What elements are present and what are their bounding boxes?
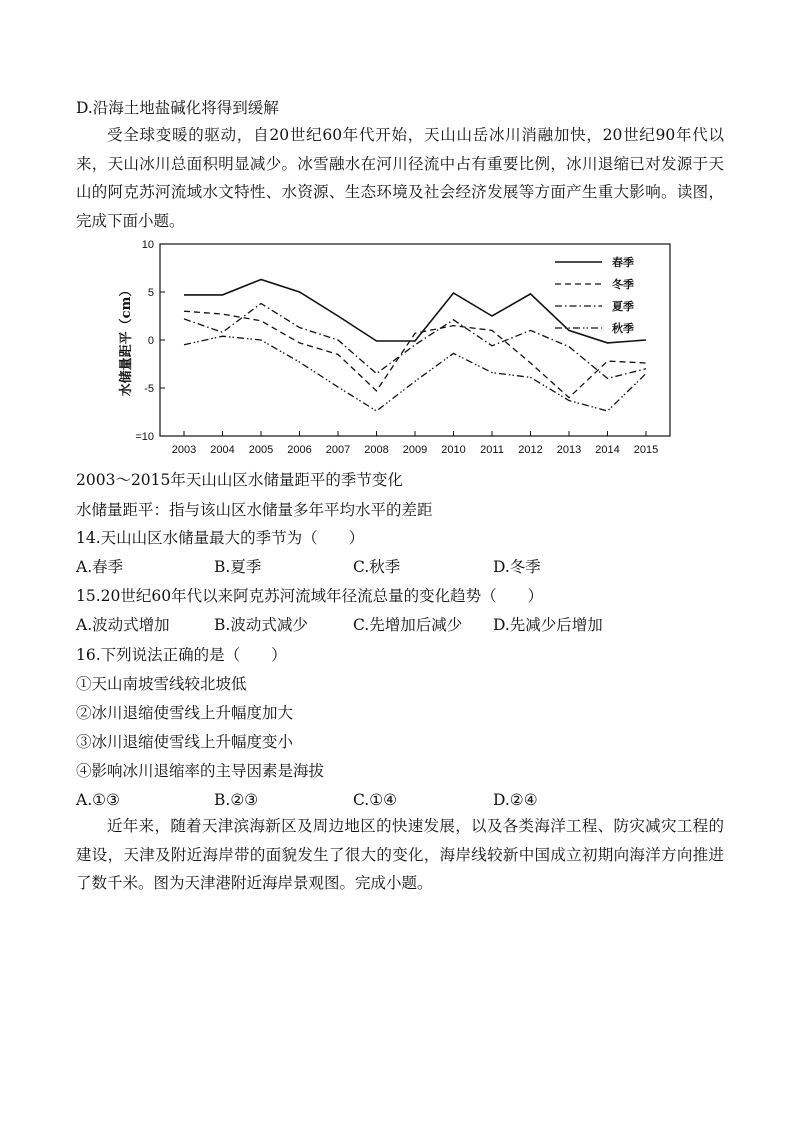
q16-statement-4: ④影响冰川退缩率的主导因素是海拔 — [76, 762, 325, 780]
legend-label: 夏季 — [612, 300, 634, 313]
x-tick-label: 2012 — [518, 444, 543, 456]
q16-statement-3: ③冰川退缩使雪线上升幅度变小 — [76, 733, 294, 751]
q16-statement-2: ②冰川退缩使雪线上升幅度加大 — [76, 704, 294, 722]
q16-statement-1: ①天山南坡雪线较北坡低 — [76, 675, 247, 693]
q16-option-a[interactable]: A.①③ — [76, 791, 120, 809]
question-16-stem: 16.下列说法正确的是（ ） — [76, 646, 287, 664]
q14-option-b[interactable]: B.夏季 — [214, 558, 262, 576]
y-tick-label: 10 — [141, 239, 154, 251]
x-tick-label: 2008 — [364, 444, 389, 456]
x-tick-label: 2014 — [595, 444, 620, 456]
tianjin-paragraph: 近年来，随着天津滨海新区及周边地区的快速发展，以及各类海洋工程、防灾减灾工程的建设，天津及附近海岸带的面貌发生了很大的变化，海岸线较新中国成立初期向海洋方向推进了数千米。图为天津港附近海岸景观图。完成小题。 — [76, 817, 724, 892]
y-tick-label: 5 — [147, 287, 154, 299]
chart-note: 水储量距平：指与该山区水储量多年平均水平的差距 — [76, 501, 433, 519]
water-storage-chart — [110, 236, 680, 466]
intro-paragraph: 受全球变暖的驱动，自20世纪60年代开始，天山山岳冰川消融加快，20世纪90年代以来，天山冰川总面积明显减少。冰雪融水在河川径流中占有重要比例，冰川退缩已对发源于天山的阿克苏河流域水文特性、水资源、生态环境及社会经济发展等方面产生重大影响。读图，完成下面小题。 — [76, 126, 724, 230]
x-tick-label: 2004 — [210, 444, 235, 456]
q15-option-b[interactable]: B.波动式减少 — [214, 616, 308, 634]
x-tick-label: 2015 — [633, 444, 659, 456]
x-tick-label: 2010 — [441, 444, 466, 456]
q16-option-b[interactable]: B.②③ — [214, 791, 259, 809]
q16-option-c[interactable]: C.①④ — [353, 791, 398, 809]
q15-option-a[interactable]: A.波动式增加 — [76, 616, 170, 634]
series-line-4 — [184, 336, 646, 411]
legend-label: 冬季 — [612, 278, 634, 291]
question-14-stem: 14.天山山区水储量最大的季节为（ ） — [76, 529, 365, 547]
series-line-2 — [184, 311, 646, 397]
q14-option-d[interactable]: D.冬季 — [493, 558, 541, 576]
previous-option-d: D.沿海土地盐碱化将得到缓解 — [76, 99, 279, 117]
x-tick-label: 2005 — [248, 444, 274, 456]
y-tick-label: =10 — [135, 431, 154, 443]
legend-label: 秋季 — [612, 322, 634, 335]
q15-option-d[interactable]: D.先减少后增加 — [493, 616, 603, 634]
y-axis-label: 水储量距平（cm） — [119, 283, 134, 397]
q14-option-a[interactable]: A.春季 — [76, 558, 124, 576]
x-tick-label: 2009 — [402, 444, 428, 456]
x-tick-label: 2003 — [171, 444, 197, 456]
legend-label: 春季 — [612, 256, 634, 269]
x-tick-label: 2007 — [325, 444, 351, 456]
chart-caption: 2003～2015年天山山区水储量距平的季节变化 — [76, 471, 403, 489]
question-15-stem: 15.20世纪60年代以来阿克苏河流域年径流总量的变化趋势（ ） — [76, 587, 544, 605]
q16-option-d[interactable]: D.②④ — [493, 791, 538, 809]
x-tick-label: 2011 — [480, 444, 504, 456]
y-tick-label: -5 — [144, 383, 154, 395]
x-tick-label: 2013 — [556, 444, 582, 456]
y-tick-label: 0 — [147, 335, 154, 347]
x-tick-label: 2006 — [287, 444, 312, 456]
q14-option-c[interactable]: C.秋季 — [353, 558, 401, 576]
q15-option-c[interactable]: C.先增加后减少 — [353, 616, 463, 634]
